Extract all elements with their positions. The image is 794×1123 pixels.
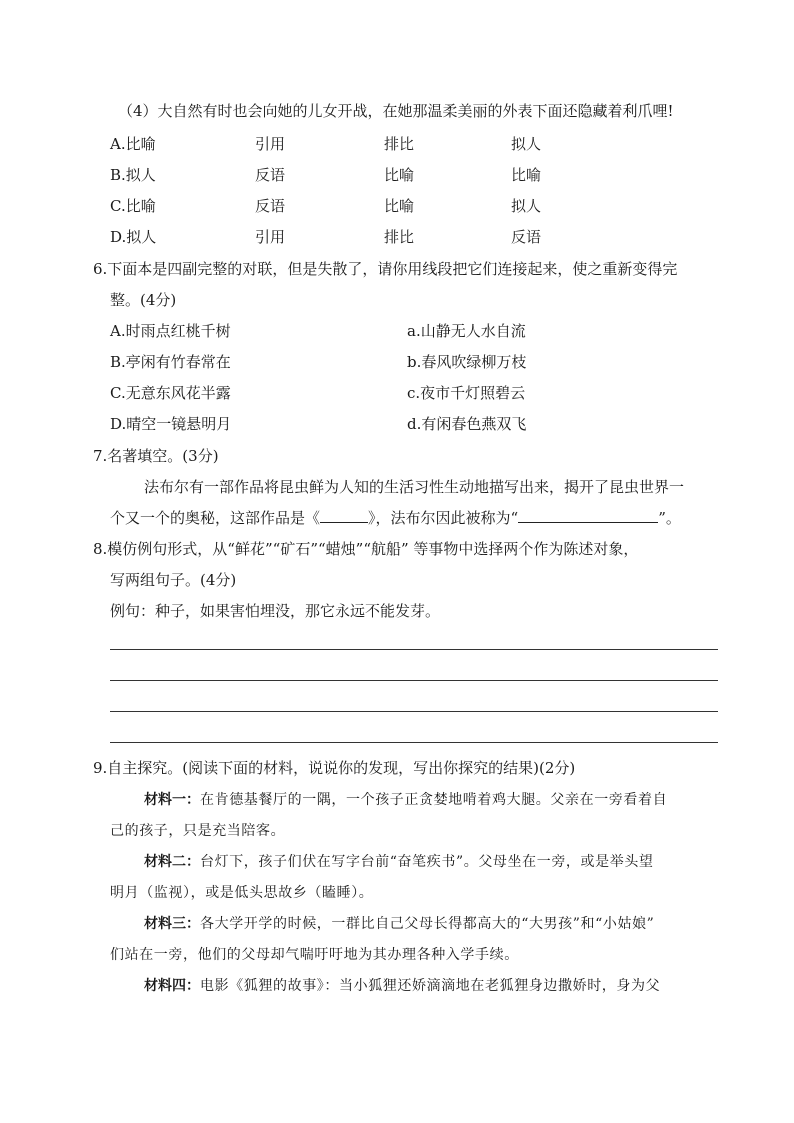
option-choice-2: 排比 — [384, 228, 415, 246]
couplet-right: b.春风吹绿柳万枝 — [407, 353, 527, 371]
option-choice-2: 排比 — [384, 135, 415, 153]
option-label: A.比喻 — [110, 135, 156, 153]
q6-prompt-line1: 6.下面本是四副完整的对联，但是失散了，请你用线段把它们连接起来，使之重新变得完 — [93, 260, 678, 278]
option-choice-3: 反语 — [511, 228, 542, 246]
option-choice-3: 比喻 — [511, 166, 542, 184]
option-label: B.拟人 — [110, 166, 156, 184]
material-label: 材料一： — [144, 792, 200, 808]
q8-prompt-line2: 写两组句子。(4分) — [110, 571, 237, 589]
answer-line[interactable] — [110, 649, 718, 650]
option-choice-1: 引用 — [255, 228, 286, 246]
answer-line[interactable] — [110, 680, 718, 681]
material-label: 材料三： — [144, 916, 200, 932]
material-text: 在肯德基餐厅的一隅，一个孩子正贪婪地啃着鸡大腿。父亲在一旁看着自 — [200, 792, 668, 808]
q7-text-part3: ”。 — [658, 509, 681, 527]
couplet-right: c.夜市千灯照碧云 — [407, 384, 526, 402]
couplet-left: C.无意东风花半露 — [110, 384, 231, 402]
couplet-left: B.亭闲有竹春常在 — [110, 353, 231, 371]
option-choice-2: 比喻 — [384, 166, 415, 184]
nickname-blank[interactable] — [518, 508, 658, 523]
couplet-right: d.有闲春色燕双飞 — [407, 415, 527, 433]
option-label: D.拟人 — [110, 228, 157, 246]
material-two-line2: 明月（监视），或是低头思故乡（瞌睡）。 — [110, 885, 374, 901]
option-choice-3: 拟人 — [511, 135, 542, 153]
option-choice-1: 引用 — [255, 135, 286, 153]
q7-text-part1: 个又一个的奥秘，这部作品是《 — [110, 509, 321, 527]
q9-title: 9.自主探究。(阅读下面的材料，说说你的发现，写出你探究的结果)(2分) — [93, 759, 576, 777]
material-text: 台灯下，孩子们伏在写字台前“奋笔疾书”。父母坐在一旁，或是举头望 — [200, 854, 654, 870]
q8-prompt-line1: 8.模仿例句形式，从“鲜花”“矿石”“蜡烛”“航船” 等事物中选择两个作为陈述对象， — [93, 540, 639, 558]
answer-line[interactable] — [110, 711, 718, 712]
couplet-left: D.晴空一镜悬明月 — [110, 415, 232, 433]
couplet-left: A.时雨点红桃千树 — [110, 322, 231, 340]
option-label: C.比喻 — [110, 197, 156, 215]
couplet-right: a.山静无人水自流 — [407, 322, 526, 340]
q7-text-line1: 法布尔有一部作品将昆虫鲜为人知的生活习性生动地描写出来，揭开了昆虫世界一 — [144, 478, 685, 496]
answer-line[interactable] — [110, 742, 718, 743]
q7-text-line2 — [110, 508, 681, 528]
material-two-line1 — [144, 852, 654, 872]
material-three-line2: 们站在一旁，他们的父母却气喘吁吁地为其办理各种入学手续。 — [110, 947, 519, 963]
q8-example: 例句：种子，如果害怕埋没，那它永远不能发芽。 — [110, 602, 441, 620]
option-choice-1: 反语 — [255, 197, 286, 215]
material-text: 电影《狐狸的故事》：当小狐狸还娇滴滴地在老狐狸身边撒娇时，身为父 — [200, 978, 661, 994]
material-label: 材料四： — [144, 978, 200, 994]
material-label: 材料二： — [144, 854, 200, 870]
option-choice-1: 反语 — [255, 166, 286, 184]
material-one-line1 — [144, 790, 667, 810]
q5-item4-text: （4）大自然有时也会向她的儿女开战，在她那温柔美丽的外表下面还隐藏着利爪哩! — [118, 102, 674, 120]
material-three-line1 — [144, 914, 654, 934]
q7-title: 7.名著填空。(3分) — [93, 447, 219, 465]
option-choice-3: 拟人 — [511, 197, 542, 215]
book-title-blank[interactable] — [320, 508, 368, 523]
material-text: 各大学开学的时候，一群比自己父母长得都高大的“大男孩”和“小姑娘” — [200, 916, 655, 932]
option-choice-2: 比喻 — [384, 197, 415, 215]
material-one-line2: 己的孩子，只是充当陪客。 — [110, 823, 286, 839]
q7-text-part2: 》，法布尔因此被称为“ — [368, 509, 519, 527]
material-four-line1 — [144, 976, 660, 996]
q6-prompt-line2: 整。(4分) — [110, 291, 177, 309]
